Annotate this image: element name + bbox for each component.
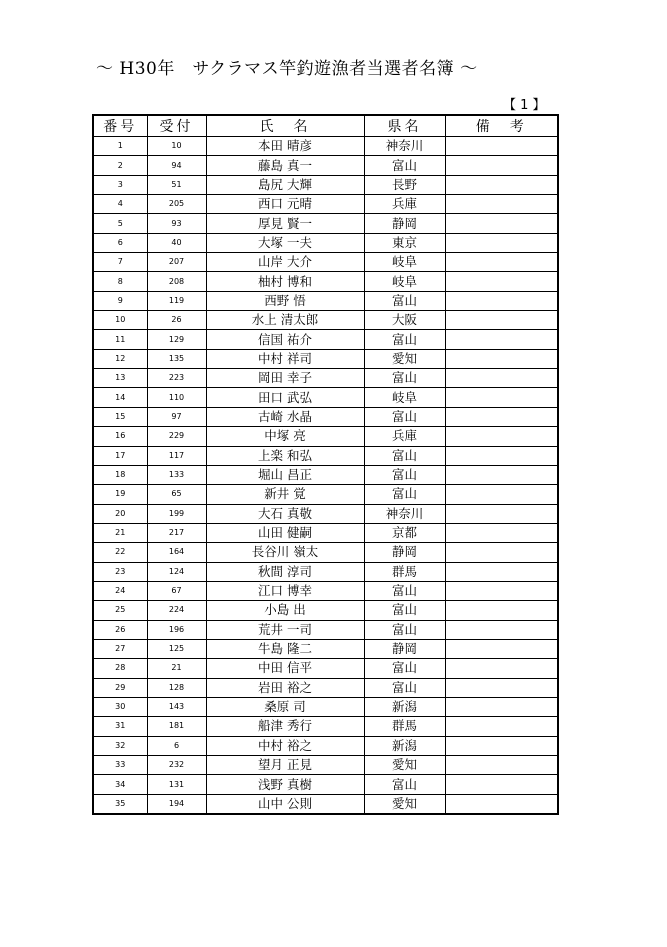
receipt-number-cell: 199 xyxy=(147,504,206,523)
receipt-number-cell: 125 xyxy=(147,639,206,658)
table-row xyxy=(93,175,558,194)
remarks-cell xyxy=(445,253,558,272)
remarks-cell xyxy=(445,137,558,156)
name-cell: 荒井 一司 xyxy=(206,620,364,639)
name-cell: 山田 健嗣 xyxy=(206,523,364,542)
row-number-cell: 11 xyxy=(93,330,147,349)
prefecture-cell: 富山 xyxy=(364,775,445,794)
table-row xyxy=(93,601,558,620)
receipt-number-cell: 143 xyxy=(147,697,206,716)
row-number-cell: 23 xyxy=(93,562,147,581)
remarks-cell xyxy=(445,717,558,736)
remarks-cell xyxy=(445,233,558,252)
row-number-cell: 15 xyxy=(93,407,147,426)
prefecture-cell: 富山 xyxy=(364,678,445,697)
name-cell: 本田 晴彦 xyxy=(206,137,364,156)
prefecture-cell: 新潟 xyxy=(364,736,445,755)
prefecture-cell: 静岡 xyxy=(364,214,445,233)
prefecture-cell: 大阪 xyxy=(364,311,445,330)
name-cell: 山岸 大介 xyxy=(206,253,364,272)
table-row xyxy=(93,369,558,388)
row-number-cell: 24 xyxy=(93,581,147,600)
receipt-number-cell: 164 xyxy=(147,543,206,562)
row-number-cell: 3 xyxy=(93,175,147,194)
prefecture-cell: 京都 xyxy=(364,523,445,542)
name-cell: 西口 元晴 xyxy=(206,195,364,214)
name-cell: 厚見 賢一 xyxy=(206,214,364,233)
prefecture-cell: 富山 xyxy=(364,659,445,678)
receipt-number-cell: 135 xyxy=(147,349,206,368)
name-cell: 船津 秀行 xyxy=(206,717,364,736)
table-row xyxy=(93,446,558,465)
prefecture-cell: 神奈川 xyxy=(364,504,445,523)
table-row xyxy=(93,195,558,214)
remarks-cell xyxy=(445,775,558,794)
prefecture-cell: 群馬 xyxy=(364,717,445,736)
row-number-cell: 16 xyxy=(93,427,147,446)
page-number-label: 【 1 】 xyxy=(503,98,546,113)
remarks-cell xyxy=(445,736,558,755)
row-number-cell: 21 xyxy=(93,523,147,542)
row-number-cell: 20 xyxy=(93,504,147,523)
remarks-cell xyxy=(445,195,558,214)
row-number-cell: 7 xyxy=(93,253,147,272)
remarks-cell xyxy=(445,756,558,775)
row-number-cell: 2 xyxy=(93,156,147,175)
header-remarks: 備 考 xyxy=(445,115,558,137)
receipt-number-cell: 205 xyxy=(147,195,206,214)
prefecture-cell: 富山 xyxy=(364,156,445,175)
remarks-cell xyxy=(445,543,558,562)
remarks-cell xyxy=(445,465,558,484)
name-cell: 小島 出 xyxy=(206,601,364,620)
receipt-number-cell: 117 xyxy=(147,446,206,465)
row-number-cell: 31 xyxy=(93,717,147,736)
table-row xyxy=(93,756,558,775)
prefecture-cell: 富山 xyxy=(364,485,445,504)
header-prefecture: 県名 xyxy=(364,115,445,137)
row-number-cell: 13 xyxy=(93,369,147,388)
row-number-cell: 9 xyxy=(93,291,147,310)
prefecture-cell: 富山 xyxy=(364,407,445,426)
receipt-number-cell: 181 xyxy=(147,717,206,736)
remarks-cell xyxy=(445,504,558,523)
receipt-number-cell: 131 xyxy=(147,775,206,794)
table-row xyxy=(93,349,558,368)
table-body xyxy=(93,137,558,815)
row-number-cell: 6 xyxy=(93,233,147,252)
remarks-cell xyxy=(445,427,558,446)
prefecture-cell: 富山 xyxy=(364,601,445,620)
table-row xyxy=(93,581,558,600)
remarks-cell xyxy=(445,311,558,330)
name-cell: 山中 公則 xyxy=(206,794,364,814)
receipt-number-cell: 110 xyxy=(147,388,206,407)
receipt-number-cell: 93 xyxy=(147,214,206,233)
prefecture-cell: 静岡 xyxy=(364,639,445,658)
prefecture-cell: 岐阜 xyxy=(364,253,445,272)
table-row xyxy=(93,156,558,175)
receipt-number-cell: 207 xyxy=(147,253,206,272)
header-name: 氏 名 xyxy=(206,115,364,137)
header-number: 番号 xyxy=(93,115,147,137)
row-number-cell: 8 xyxy=(93,272,147,291)
prefecture-cell: 群馬 xyxy=(364,562,445,581)
row-number-cell: 19 xyxy=(93,485,147,504)
table-row xyxy=(93,523,558,542)
name-cell: 桑原 司 xyxy=(206,697,364,716)
prefecture-cell: 富山 xyxy=(364,620,445,639)
receipt-number-cell: 124 xyxy=(147,562,206,581)
name-cell: 堀山 昌正 xyxy=(206,465,364,484)
row-number-cell: 35 xyxy=(93,794,147,814)
receipt-number-cell: 119 xyxy=(147,291,206,310)
table-row xyxy=(93,678,558,697)
prefecture-cell: 長野 xyxy=(364,175,445,194)
table-row xyxy=(93,330,558,349)
table-row xyxy=(93,659,558,678)
name-cell: 柚村 博和 xyxy=(206,272,364,291)
receipt-number-cell: 208 xyxy=(147,272,206,291)
remarks-cell xyxy=(445,562,558,581)
remarks-cell xyxy=(445,581,558,600)
name-cell: 田口 武弘 xyxy=(206,388,364,407)
receipt-number-cell: 224 xyxy=(147,601,206,620)
table-row xyxy=(93,291,558,310)
table-row xyxy=(93,272,558,291)
row-number-cell: 29 xyxy=(93,678,147,697)
table-row xyxy=(93,639,558,658)
receipt-number-cell: 21 xyxy=(147,659,206,678)
row-number-cell: 32 xyxy=(93,736,147,755)
name-cell: 上楽 和弘 xyxy=(206,446,364,465)
remarks-cell xyxy=(445,369,558,388)
receipt-number-cell: 229 xyxy=(147,427,206,446)
table-row xyxy=(93,620,558,639)
receipt-number-cell: 6 xyxy=(147,736,206,755)
row-number-cell: 12 xyxy=(93,349,147,368)
name-cell: 中村 裕之 xyxy=(206,736,364,755)
receipt-number-cell: 217 xyxy=(147,523,206,542)
table-row xyxy=(93,465,558,484)
table-row xyxy=(93,717,558,736)
receipt-number-cell: 26 xyxy=(147,311,206,330)
row-number-cell: 28 xyxy=(93,659,147,678)
remarks-cell xyxy=(445,678,558,697)
receipt-number-cell: 10 xyxy=(147,137,206,156)
prefecture-cell: 兵庫 xyxy=(364,427,445,446)
row-number-cell: 25 xyxy=(93,601,147,620)
prefecture-cell: 富山 xyxy=(364,446,445,465)
row-number-cell: 18 xyxy=(93,465,147,484)
prefecture-cell: 富山 xyxy=(364,291,445,310)
prefecture-cell: 岐阜 xyxy=(364,388,445,407)
receipt-number-cell: 196 xyxy=(147,620,206,639)
receipt-number-cell: 133 xyxy=(147,465,206,484)
header-receipt: 受付 xyxy=(147,115,206,137)
remarks-cell xyxy=(445,639,558,658)
table-row xyxy=(93,794,558,814)
prefecture-cell: 富山 xyxy=(364,369,445,388)
remarks-cell xyxy=(445,156,558,175)
prefecture-cell: 富山 xyxy=(364,465,445,484)
receipt-number-cell: 40 xyxy=(147,233,206,252)
receipt-number-cell: 94 xyxy=(147,156,206,175)
row-number-cell: 17 xyxy=(93,446,147,465)
prefecture-cell: 愛知 xyxy=(364,349,445,368)
receipt-number-cell: 128 xyxy=(147,678,206,697)
remarks-cell xyxy=(445,291,558,310)
table-row xyxy=(93,775,558,794)
name-cell: 藤島 真一 xyxy=(206,156,364,175)
table-row xyxy=(93,504,558,523)
prefecture-cell: 新潟 xyxy=(364,697,445,716)
table-row xyxy=(93,562,558,581)
name-cell: 浅野 真樹 xyxy=(206,775,364,794)
row-number-cell: 10 xyxy=(93,311,147,330)
table-header-row xyxy=(93,115,558,137)
remarks-cell xyxy=(445,349,558,368)
receipt-number-cell: 129 xyxy=(147,330,206,349)
row-number-cell: 34 xyxy=(93,775,147,794)
table-row xyxy=(93,485,558,504)
name-cell: 中村 祥司 xyxy=(206,349,364,368)
remarks-cell xyxy=(445,697,558,716)
remarks-cell xyxy=(445,175,558,194)
receipt-number-cell: 194 xyxy=(147,794,206,814)
row-number-cell: 26 xyxy=(93,620,147,639)
name-cell: 岡田 幸子 xyxy=(206,369,364,388)
receipt-number-cell: 65 xyxy=(147,485,206,504)
table-row xyxy=(93,388,558,407)
row-number-cell: 33 xyxy=(93,756,147,775)
name-cell: 岩田 裕之 xyxy=(206,678,364,697)
remarks-cell xyxy=(445,407,558,426)
remarks-cell xyxy=(445,330,558,349)
row-number-cell: 14 xyxy=(93,388,147,407)
receipt-number-cell: 97 xyxy=(147,407,206,426)
row-number-cell: 1 xyxy=(93,137,147,156)
table-row xyxy=(93,543,558,562)
table-row xyxy=(93,697,558,716)
receipt-number-cell: 67 xyxy=(147,581,206,600)
name-cell: 江口 博幸 xyxy=(206,581,364,600)
remarks-cell xyxy=(445,272,558,291)
name-cell: 望月 正見 xyxy=(206,756,364,775)
name-cell: 秋間 淳司 xyxy=(206,562,364,581)
prefecture-cell: 東京 xyxy=(364,233,445,252)
table-row xyxy=(93,253,558,272)
winners-table xyxy=(92,114,559,815)
remarks-cell xyxy=(445,620,558,639)
prefecture-cell: 兵庫 xyxy=(364,195,445,214)
remarks-cell xyxy=(445,446,558,465)
name-cell: 中塚 亮 xyxy=(206,427,364,446)
name-cell: 信国 祐介 xyxy=(206,330,364,349)
receipt-number-cell: 232 xyxy=(147,756,206,775)
row-number-cell: 5 xyxy=(93,214,147,233)
prefecture-cell: 富山 xyxy=(364,581,445,600)
prefecture-cell: 静岡 xyxy=(364,543,445,562)
prefecture-cell: 愛知 xyxy=(364,794,445,814)
document-title: ～ H30年 サクラマス竿釣遊漁者当選者名簿 ～ xyxy=(96,59,478,79)
table-row xyxy=(93,736,558,755)
name-cell: 牛島 隆二 xyxy=(206,639,364,658)
name-cell: 大塚 一夫 xyxy=(206,233,364,252)
table-row xyxy=(93,137,558,156)
prefecture-cell: 岐阜 xyxy=(364,272,445,291)
name-cell: 長谷川 嶺太 xyxy=(206,543,364,562)
table-row xyxy=(93,311,558,330)
remarks-cell xyxy=(445,388,558,407)
row-number-cell: 27 xyxy=(93,639,147,658)
receipt-number-cell: 223 xyxy=(147,369,206,388)
name-cell: 新井 覚 xyxy=(206,485,364,504)
remarks-cell xyxy=(445,659,558,678)
name-cell: 中田 信平 xyxy=(206,659,364,678)
row-number-cell: 30 xyxy=(93,697,147,716)
name-cell: 島尻 大輝 xyxy=(206,175,364,194)
receipt-number-cell: 51 xyxy=(147,175,206,194)
table-row xyxy=(93,233,558,252)
name-cell: 大石 真敬 xyxy=(206,504,364,523)
remarks-cell xyxy=(445,214,558,233)
remarks-cell xyxy=(445,794,558,814)
table-row xyxy=(93,407,558,426)
remarks-cell xyxy=(445,523,558,542)
row-number-cell: 4 xyxy=(93,195,147,214)
table-row xyxy=(93,214,558,233)
row-number-cell: 22 xyxy=(93,543,147,562)
table-row xyxy=(93,427,558,446)
prefecture-cell: 神奈川 xyxy=(364,137,445,156)
name-cell: 西野 悟 xyxy=(206,291,364,310)
name-cell: 古崎 水晶 xyxy=(206,407,364,426)
remarks-cell xyxy=(445,601,558,620)
prefecture-cell: 富山 xyxy=(364,330,445,349)
remarks-cell xyxy=(445,485,558,504)
name-cell: 水上 清太郎 xyxy=(206,311,364,330)
prefecture-cell: 愛知 xyxy=(364,756,445,775)
